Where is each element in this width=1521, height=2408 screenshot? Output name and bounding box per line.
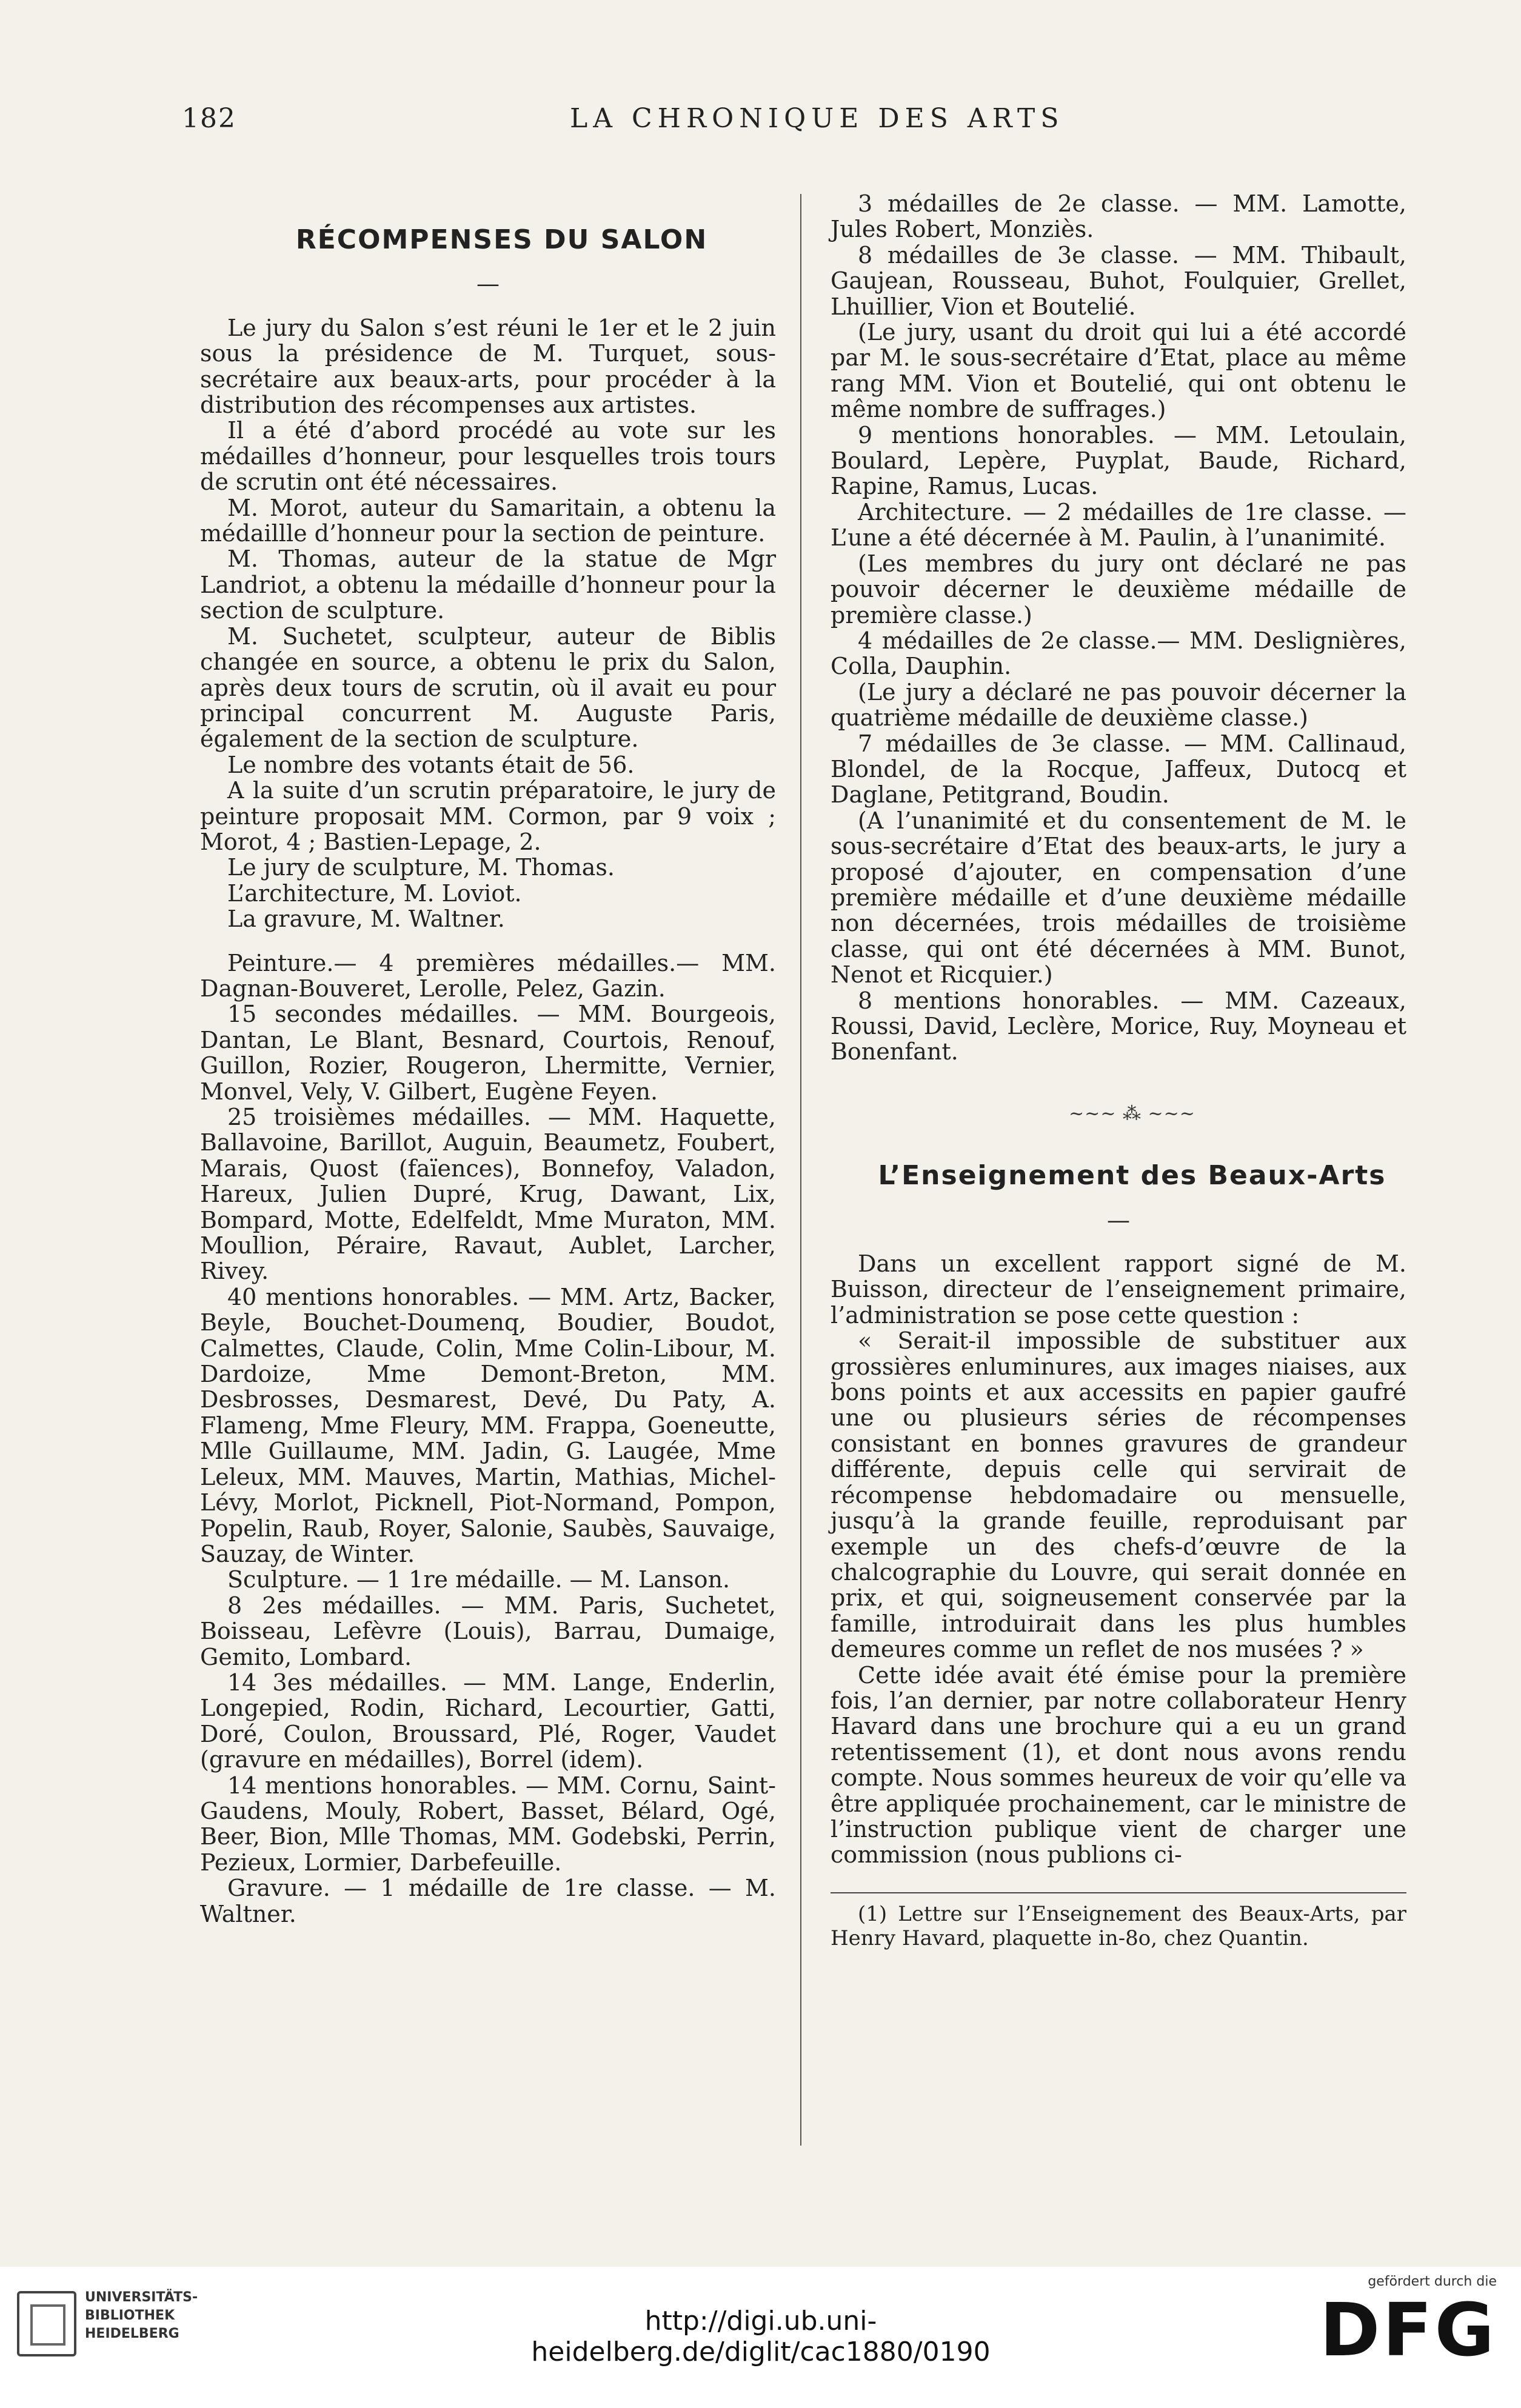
paragraph: (A l’unanimité et du consentement de M. le sous-secrétaire d’Etat des beaux-arts, le jury a proposé d’ajouter, en compensation d’une première médaille et d’une deuxième médaille non décernées, trois médailles de troisième classe, qui ont été décernées à MM. Bunot, Nenot et Ricquier.) bbox=[831, 807, 1406, 989]
award-paragraph: Peinture.— 4 premières médailles.— MM. Dagnan-Bouveret, Lerolle, Pelez, Gazin. bbox=[200, 949, 776, 1002]
page-number: 182 bbox=[182, 103, 236, 134]
footnote: (1) Lettre sur l’Enseignement des Beaux-Arts, par Henry Havard, plaquette in-8o, chez Quantin. bbox=[831, 1901, 1406, 1950]
right-column bbox=[831, 191, 1406, 1950]
paragraph: Dans un excellent rapport signé de M. Buisson, directeur de l’enseignement primaire, l’administration se pose cette question : bbox=[831, 1250, 1406, 1329]
dfg-logo: DFG bbox=[1319, 2289, 1497, 2373]
footnote-rule bbox=[831, 1892, 1406, 1893]
paragraph: (Le jury a déclaré ne pas pouvoir décerner la quatrième médaille de deuxième classe.) bbox=[831, 678, 1406, 732]
paragraph: 4 médailles de 2e classe.— MM. Deslignières, Colla, Dauphin. bbox=[831, 627, 1406, 680]
paragraph: M. Suchetet, sculpteur, auteur de Biblis changée en source, a obtenu le prix du Salon, après deux tours de scrutin, où il avait eu pour principal concurrent M. Auguste Paris, également de la section de sculpture. bbox=[200, 622, 776, 753]
column-rule bbox=[800, 194, 801, 2146]
title-dash: — bbox=[1107, 1206, 1130, 1233]
paragraph: Le jury de sculpture, M. Thomas. bbox=[227, 854, 615, 881]
journal-title: LA CHRONIQUE DES ARTS bbox=[570, 103, 1065, 134]
paragraph: 3 médailles de 2e classe. — MM. Lamotte, Jules Robert, Monziès. bbox=[831, 190, 1406, 243]
sponsor-label: gefördert durch die bbox=[1368, 2274, 1497, 2289]
award-paragraph: 8 2es médailles. — MM. Paris, Suchetet, Boisseau, Lefèvre (Louis), Barrau, Dumaige, Gemito, Lombard. bbox=[200, 1592, 776, 1670]
paragraph: L’architecture, M. Loviot. bbox=[227, 879, 522, 907]
paragraph: Architecture. — 2 médailles de 1re classe. — L’une a été décernée à M. Paulin, à l’unanimité. bbox=[831, 498, 1406, 552]
paragraph: M. Thomas, auteur de la statue de Mgr Landriot, a obtenu la médaille d’honneur pour la section de sculpture. bbox=[200, 545, 776, 624]
paragraph: Le jury du Salon s’est réuni le 1er et le 2 juin sous la présidence de M. Turquet, sous-secrétaire aux beaux-arts, pour procéder à la distribution des récompenses aux artistes. bbox=[200, 314, 776, 419]
award-paragraph: 14 mentions honorables. — MM. Cornu, Saint-Gaudens, Mouly, Robert, Basset, Bélard, Ogé, Beer, Bion, Mlle Thomas, MM. Godebski, Perrin, Pezieux, Lormier, Darbefeuille. bbox=[200, 1772, 776, 1876]
left-column bbox=[200, 191, 776, 1927]
ornament-divider: ~~~ ⁂ ~~~ bbox=[1069, 1102, 1195, 1124]
paragraph: M. Morot, auteur du Samaritain, a obtenu la médaillle d’honneur pour la section de peinture. bbox=[200, 494, 776, 547]
source-url-link[interactable]: http://digi.ub.uni-heidelberg.de/diglit/cac1880/0190 bbox=[531, 2306, 991, 2367]
paragraph: Il a été d’abord procédé au vote sur les médailles d’honneur, pour lesquelles trois tours de scrutin ont été nécessaires. bbox=[200, 417, 776, 496]
paragraph: « Serait-il impossible de substituer aux grossières enluminures, aux images niaises, aux bons points et aux accessits en papier gaufré une ou plusieurs séries de récompenses consistant en bonnes gravures de grandeur différente, depuis celle qui servirait de récompense hebdomadaire ou mensuelle, jusqu’à la grande feuille, reproduisant par exemple un des chefs-d’œuvre de la chalcographie du Louvre, qui serait donnée en prix, et qui, soigneusement conservée par la famille, introduirait dans les plus humbles demeures comme un reflet de nos musées ? » bbox=[831, 1327, 1406, 1663]
paragraph: Le nombre des votants était de 56. bbox=[227, 751, 635, 778]
award-paragraph: Sculpture. — 1 1re médaille. — M. Lanson. bbox=[227, 1566, 730, 1593]
paragraph: A la suite d’un scrutin préparatoire, le jury de peinture proposait MM. Cormon, par 9 voix ; Morot, 4 ; Bastien-Lepage, 2. bbox=[200, 777, 776, 855]
library-logo-icon bbox=[17, 2291, 76, 2356]
award-paragraph: 15 secondes médailles. — MM. Bourgeois, Dantan, Le Blant, Besnard, Courtois, Renouf, Guillon, Rozier, Rougeron, Lhermitte, Vernier, Monvel, Vely, V. Gilbert, Eugène Feyen. bbox=[200, 1001, 776, 1105]
running-head bbox=[182, 103, 1379, 145]
paragraph: 9 mentions honorables. — MM. Letoulain, Boulard, Lepère, Puyplat, Baude, Richard, Rapine, Ramus, Lucas. bbox=[831, 421, 1406, 500]
paragraph: (Les membres du jury ont déclaré ne pas pouvoir décerner le deuxième médaille de première classe.) bbox=[831, 550, 1406, 629]
section-title-recompenses: RÉCOMPENSES DU SALON bbox=[295, 224, 708, 255]
paragraph: (Le jury, usant du droit qui lui a été accordé par M. le sous-secrétaire d’Etat, place au même rang MM. Vion et Boutelié, qui ont obtenu le même nombre de suffrages.) bbox=[831, 319, 1406, 423]
library-name: UNIVERSITÄTS- BIBLIOTHEK HEIDELBERG bbox=[85, 2290, 198, 2341]
award-paragraph: 40 mentions honorables. — MM. Artz, Backer, Beyle, Bouchet-Doumenq, Boudier, Boudot, Calmettes, Claude, Colin, Mme Colin-Libour, M. Dardoize, Mme Demont-Breton, MM. Desbrosses, Desmarest, Devé, Du Paty, A. Flameng, Mme Fleury, MM. Frappa, Goeneutte, Mlle Guillaume, MM. Jadin, G. Laugée, Mme Leleux, MM. Mauves, Martin, Mathias, Michel-Lévy, Morlot, Picknell, Piot-Normand, Pompon, Popelin, Raub, Royer, Salonie, Saubès, Sauvaige, Sauzay, de Winter. bbox=[200, 1283, 776, 1567]
award-paragraph: Gravure. — 1 médaille de 1re classe. — M. Waltner. bbox=[200, 1875, 776, 1927]
title-dash: — bbox=[476, 270, 500, 298]
paragraph: La gravure, M. Waltner. bbox=[227, 906, 505, 933]
digitization-footer bbox=[0, 2267, 1521, 2408]
paragraph: 8 mentions honorables. — MM. Cazeaux, Roussi, David, Leclère, Morice, Ruy, Moyneau et Bonenfant. bbox=[831, 987, 1406, 1066]
award-paragraph: 25 troisièmes médailles. — MM. Haquette, Ballavoine, Barillot, Auguin, Beaumetz, Foubert, Marais, Quost (faïences), Bonnefoy, Valadon, Hareux, Julien Dupré, Krug, Dawant, Lix, Bompard, Motte, Edelfeldt, Mme Muraton, MM. Moullion, Péraire, Ravaut, Aublet, Larcher, Rivey. bbox=[200, 1104, 776, 1285]
paragraph: 8 médailles de 3e classe. — MM. Thibault, Gaujean, Rousseau, Buhot, Foulquier, Grellet, Lhuillier, Vion et Boutelié. bbox=[831, 241, 1406, 320]
paragraph: Cette idée avait été émise pour la première fois, l’an dernier, par notre collaborateur Henry Havard dans une brochure qui a eu un grand retentissement (1), et dont nous avons rendu compte. Nous sommes heureux de voir qu’elle va être appliquée prochainement, car le ministre de l’instruction publique vient de charger une commission (nous publions ci- bbox=[831, 1661, 1406, 1869]
paragraph: 7 médailles de 3e classe. — MM. Callinaud, Blondel, de la Rocque, Jaffeux, Dutocq et Daglane, Petitgrand, Boudin. bbox=[831, 730, 1406, 809]
section-title-enseignement: L’Enseignement des Beaux-Arts bbox=[878, 1160, 1386, 1192]
award-paragraph: 14 3es médailles. — MM. Lange, Enderlin, Longepied, Rodin, Richard, Lecourtier, Gatti, Doré, Coulon, Broussard, Plé, Roger, Vaudet (gravure en médailles), Borrel (idem). bbox=[200, 1669, 776, 1773]
